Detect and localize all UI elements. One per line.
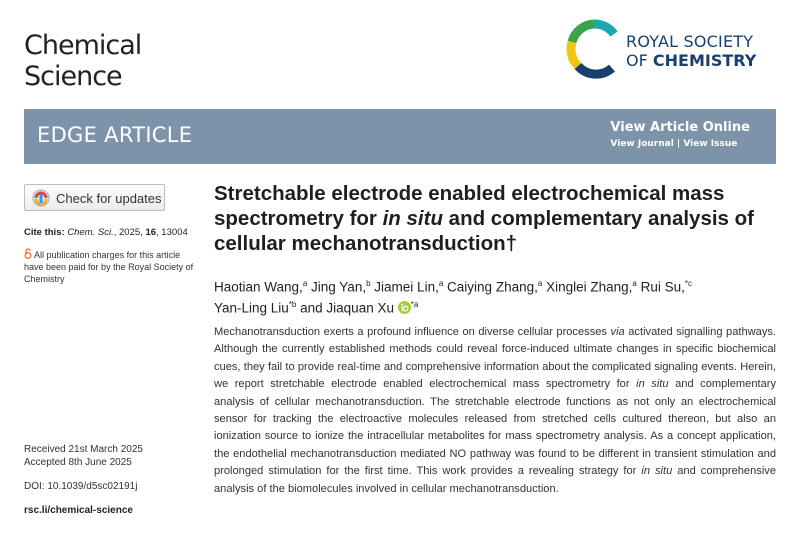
rsc-wordmark-of: OF: [626, 51, 653, 70]
view-journal-link[interactable]: View Journal: [610, 139, 674, 149]
author-affiliation: a: [302, 279, 308, 288]
abstract-text: and complementary analysis of cellular mechanotransduction. The stretchable electrode functions as not only an electrochemical sensor for tracking the electroactive molecules released from stretched cells cultured thereon, but also an ionization source to ionize the intracellular metabolites for mass spectrometry analysis. As a concept application, the endothelial mechanotransduction mediated NO pathway was found to be different in transient stimulation and prolonged stimulation for the first time. This work provides a revealing strategy for: [214, 378, 776, 478]
rsc-logo[interactable]: [566, 18, 778, 82]
author-affiliation: a: [537, 279, 543, 288]
rsc-wordmark-line2: [626, 51, 756, 70]
banner-sub-links: [610, 139, 750, 149]
orcid-icon[interactable]: [398, 301, 411, 314]
author[interactable]: Xinglei Zhang,: [546, 279, 633, 295]
author-affiliation: a: [632, 279, 637, 288]
cite-page: , 13004: [156, 227, 188, 238]
journal-name-line1: Chemical: [24, 30, 142, 61]
title-dagger: †: [505, 232, 518, 255]
journal-name-line2: Science: [24, 61, 122, 92]
article-title: [214, 181, 784, 256]
rsc-wordmark: [626, 32, 756, 70]
open-access-note: [24, 248, 194, 285]
cite-year: , 2025,: [113, 227, 146, 238]
title-part1: Stretchable electrode enabled electrochemical mass spectrometry for: [214, 182, 725, 230]
abstract-text: Mechanotransduction exerts a profound influence on diverse cellular processes: [214, 326, 611, 338]
author[interactable]: and Jiaquan Xu: [300, 300, 394, 315]
abstract-italic: via: [610, 326, 625, 338]
article-type-banner: [24, 109, 776, 164]
check-for-updates-button[interactable]: [24, 184, 165, 211]
author[interactable]: Jing Yan,: [311, 279, 367, 295]
open-access-icon: [24, 248, 32, 259]
view-article-online-link[interactable]: View Article Online: [610, 120, 750, 135]
rsc-wordmark-chemistry: CHEMISTRY: [652, 51, 757, 70]
article-dates: [24, 443, 194, 469]
rsc-wordmark-line1: ROYAL SOCIETY: [626, 32, 754, 51]
article-type-label: EDGE ARTICLE: [37, 123, 193, 147]
accepted-date: Accepted 8th June 2025: [24, 457, 132, 468]
rsc-logo-mark-icon: [566, 18, 622, 80]
author-affiliation: b: [366, 279, 371, 288]
journal-name: [24, 30, 141, 92]
abstract-text: activated signalling pathways. Although the currently established methods could reveal force-induced ultimate changes in specific biochemical cues, they fail to provide real-time and comprehensive information about the complicated signaling events. Herein, we report stretchable electrode enabled electrochemical mass spectrometry for: [214, 326, 776, 391]
banner-links: [610, 120, 750, 149]
author[interactable]: Yan-Ling Liu: [214, 300, 289, 315]
author[interactable]: Jiamei Lin,: [374, 279, 439, 295]
cite-label: Cite this:: [24, 227, 68, 238]
link-separator: |: [673, 139, 684, 149]
author[interactable]: Haotian Wang,: [214, 279, 303, 295]
title-italic: in situ: [382, 207, 443, 230]
open-access-text: All publication charges for this article have been paid for by the Royal Society of Chemistry: [24, 250, 194, 284]
received-date: Received 21st March 2025: [24, 444, 143, 455]
doi[interactable]: DOI: 10.1039/d5sc02191j: [24, 481, 138, 492]
abstract-italic: in situ: [641, 465, 673, 478]
author-affiliation: *a: [410, 299, 419, 309]
check-for-updates-label: Check for updates: [56, 191, 162, 206]
author-list: [214, 275, 784, 316]
crossmark-icon: [31, 189, 51, 207]
view-issue-link[interactable]: View Issue: [683, 139, 738, 149]
author-affiliation: *c: [684, 279, 693, 288]
cite-volume: 16: [145, 227, 157, 238]
cite-journal: Chem. Sci.: [67, 227, 114, 238]
abstract-italic: in situ: [636, 378, 669, 391]
author[interactable]: Caiying Zhang,: [447, 279, 538, 295]
abstract: [214, 324, 776, 498]
citation: [24, 226, 194, 239]
title-part2: and complementary analysis of cellular mechanotransduction: [214, 207, 754, 255]
author-affiliation: *b: [288, 299, 297, 309]
abstract-text: and comprehensive analysis of the biomolecules involved in cellular mechanotransduction.: [214, 465, 777, 495]
author-affiliation: a: [438, 279, 444, 288]
journal-short-link[interactable]: rsc.li/chemical-science: [24, 505, 133, 516]
author[interactable]: Rui Su,: [640, 279, 685, 295]
